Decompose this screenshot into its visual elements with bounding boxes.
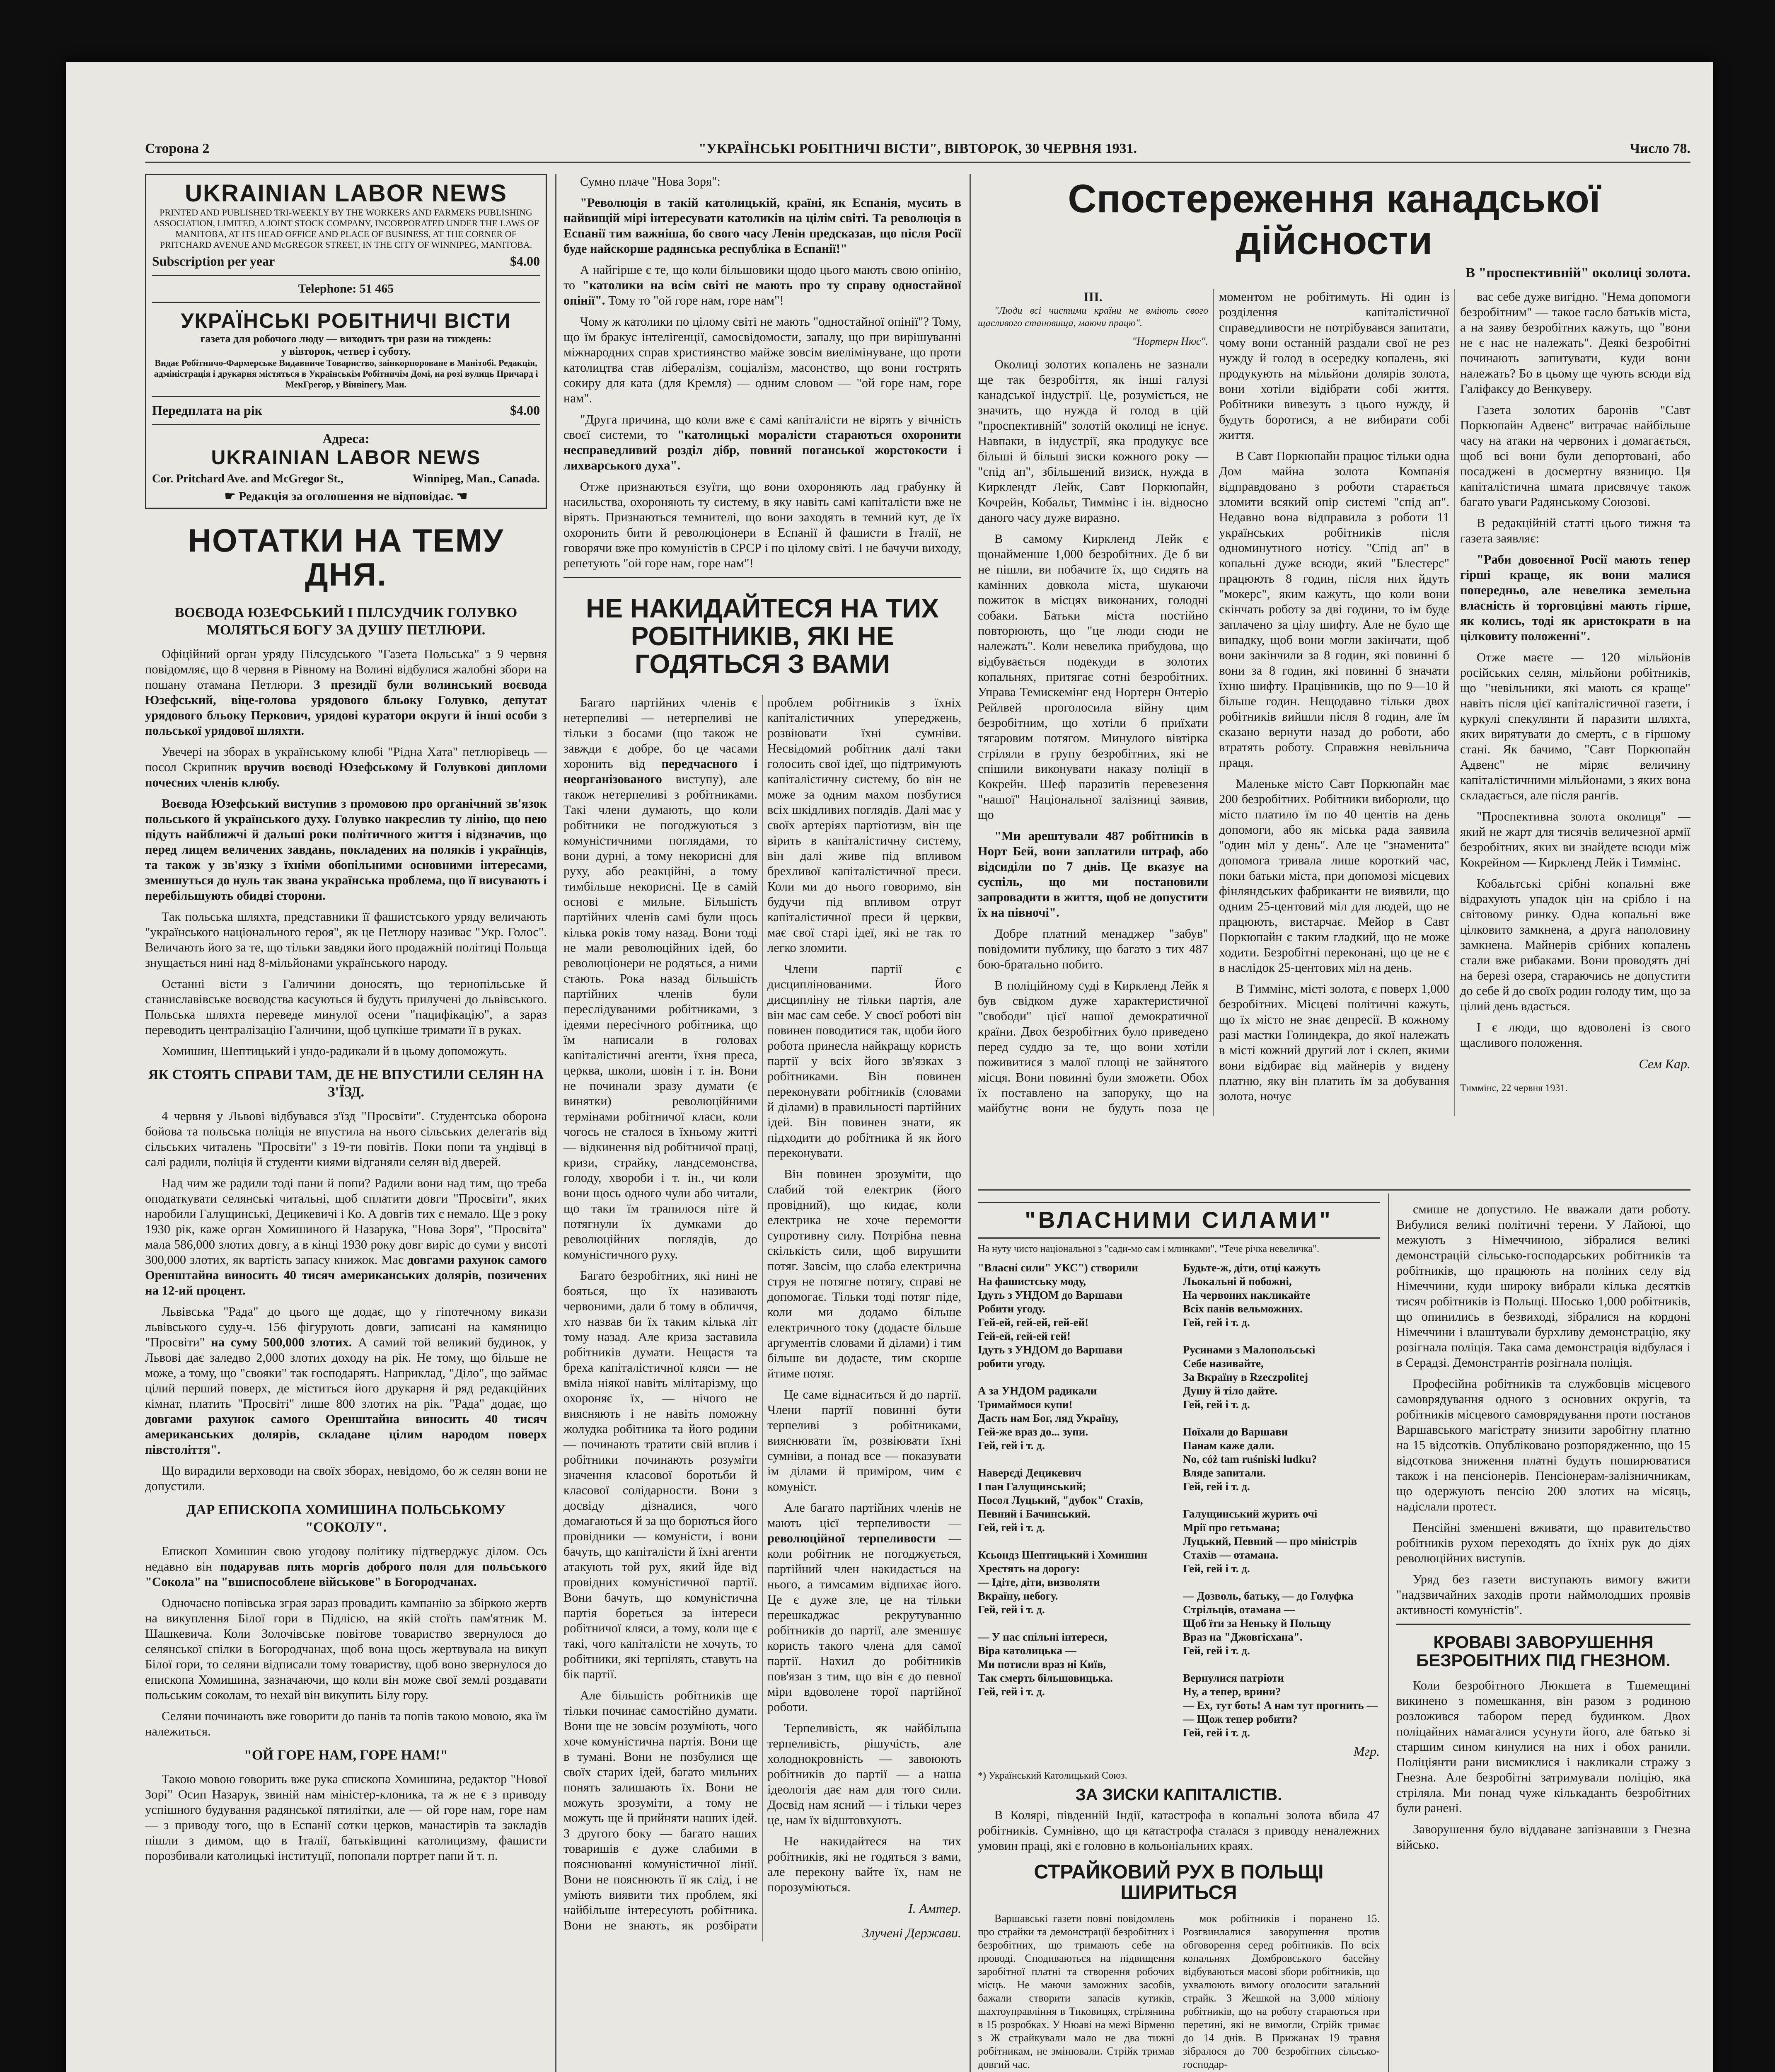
paragraph: Члени партії є дисциплінованими. Його дисципліну не тільки партія, але він має сам себе. У своєї роботі він повинен поводитися так, щоби його робота принесла найкращу користь партії у всіх його зв'язках з робітниками. Він повинен переконувати робітників (словами й ділами) в правильності партійних ідей. Він повинен знати, як підходити до робітника й як його переконувати.: [767, 961, 961, 1160]
paragraph: Варшавські газети повні повідомлень про страйки та демонстрації безробітних і безробітних, що тримають себе на проводі. Сподиваються на підвищення заробітної платні та створення робочих місць. Не маючи заможних засобів, бажали створити запасів кутиків, шахтоуправління в Тиковицях, стрілянина в 15 розробках. У Нюаві на межі Вірменю з Ж страйкували мало не два тижні робітникам, не змінювали. Стрійк тримав довгий час.: [978, 1912, 1175, 2070]
paragraph: Останні вісти з Галичини доносять, що тернопільське й станиславівське воєводства касуються й будуть прилучені до львівського. Польська шляхта переведе минулої осени "пацифікацію", а зараз переводить централізацію Галичини, щоб цупкіше тримати її в руках.: [145, 976, 547, 1037]
running-head: [145, 141, 1690, 162]
masthead-publisher-en: PRINTED AND PUBLISHED TRI-WEEKLY BY THE WORKERS AND FARMERS PUBLISHING ASSOCIATION, LIMITED, A JOINT STOCK COMPANY, INCORPORATED UNDER THE LAWS OF MANITOBA, AT ITS HEAD OFFICE AND PLACE OF BUSINESS, AT THE CORNER OF PRITCHARD AVENUE AND McGREGOR STREET, IN THE CITY OF WINNIPEG, MANITOBA.: [153, 207, 539, 250]
footnote: *) Український Католицький Союз.: [978, 1770, 1127, 1781]
poem-title: "ВЛАСНИМИ СИЛАМИ": [978, 1202, 1380, 1239]
poem-line: На червоних накликайте: [1183, 1288, 1311, 1301]
paragraph: Так польська шляхта, представники її фашистського уряду величають "українського національного героя", як це Петлюру називає "Укр. Голос". Величають його за те, що тільки завдяки його продажній політиці Польща знущається нині над 8-мільйонами українського народу.: [145, 909, 547, 970]
poem-line: Гей, гей і т. д.: [1183, 1562, 1250, 1575]
paragraph: "Друга причина, що коли вже є самі капіталісти не вірять у вічність своєї системи, то "католицькі моралісти стараються охоронити несправедливий розділ дібр, повний поганської жорстокости і лихварського духа".: [563, 412, 962, 472]
epigraph: "Люди всі чистими країни не вміють свого щасливого становища, маючи працю".: [978, 305, 1208, 329]
divider: [152, 302, 540, 303]
divider: [152, 396, 540, 397]
poem-line: Гей-ей, гей-ей, гей-ей!: [978, 1316, 1089, 1329]
subscription-price: $4.00: [510, 254, 540, 269]
newspaper-page: [66, 62, 1713, 2072]
section-rule: [978, 1189, 1690, 1191]
poem-line: Душу й тіло дайте.: [1183, 1384, 1278, 1397]
poem-line: Ми потисли враз ні Київ,: [978, 1658, 1106, 1670]
poem-line: Щоб їти за Неньку й Польщу: [1183, 1617, 1331, 1629]
address-line: [152, 472, 540, 486]
column-rule: [555, 174, 556, 2072]
poem-line: Панам каже дали.: [1183, 1439, 1274, 1452]
poem-line: Всіх панів вельможних.: [1183, 1302, 1303, 1315]
poem-line: Стрільців, отамана —: [1183, 1603, 1295, 1616]
column-2: [563, 174, 961, 2072]
poem-line: Вляде запитали.: [1183, 1466, 1266, 1479]
poem-line: "Власні сили" УКС") створили: [978, 1261, 1138, 1274]
masthead-desc-1: газета для робочого люду — виходить три рази на тиждень:: [200, 333, 492, 345]
paragraph: вас себе дуже вигідно. "Нема допомоги безробітним" — такое гасло батьків міста, а на заяву безробітних кажуть, що "вони не є нас не належать". Деякі безробітні починають запитувати, куди вони належать? Бо в цьому ще чують всюди від Галіфаксу до Венкуверу.: [1460, 289, 1690, 396]
paragraph: Селяни починають вже говорити до панів та попів такою мовою, яка їм належиться.: [145, 1709, 547, 1738]
poem-line: Гей, гей і т. д.: [978, 1685, 1045, 1698]
poem-line: Будьте-ж, діти, отці кажуть: [1183, 1261, 1321, 1274]
poem-left-column: [978, 1261, 1175, 1740]
poem-line: Посол Луцький, "дубок" Стахів,: [978, 1493, 1143, 1506]
poem-line: Наверєді Децикевич: [978, 1466, 1081, 1479]
paragraph: Чому ж католики по цілому світі не мають "одностайної опінії"? Тому, що їм бракує інтелігенції, самосвідомости, запалу, що при вирішуванні міжнародних справ християнство майже зовсім виелімінуване, що проти католицтва став лібералізм, соціалізм, масонство, що вони гострять сокиру для ката (для Кремля) — одним словом — "ой горе нам, горе нам".: [563, 315, 961, 405]
column-4: [1396, 1202, 1690, 2072]
poem-line: Гей, гей і т. д.: [1183, 1644, 1250, 1657]
paragraph: Отже признаються єзуїти, що вони охороняють лад грабунку й насильства, охороняють ту систему, в яку навіть самі капіталісти вже не вірять. Признаються темнителі, що вони заходять в темний кут, де їх охоронить бити й революціонери в Еспанії й фашисти в Італії, не говорячи вже про комуністів в СРСР і по цілому світі. І не бачучи виходу, репетують "ой горе нам, горе нам"!: [563, 479, 961, 570]
paragraph: В Колярі, південній Індії, катастрофа в копальні золота вбила 47 робітників. Сумнівно, що ця катастрофа сталася з приводу неналежних умовин праці, які є головно в кольоніальних краях.: [978, 1808, 1380, 1853]
article-title: ВОЄВОДА ЮЗЕФСЬКИЙ І ПІЛСУДЧИК ГОЛУВКО МОЛЯТЬСЯ БОГУ ЗА ДУШУ ПЕТЛЮРИ.: [174, 605, 518, 638]
poem-line: На фашистську моду,: [978, 1275, 1086, 1288]
paragraph: Околиці золотих копалень не зазнали ще так безробіття, як інші галузі канадської індустрії. Це, розуміється, не значить, що нужда й голод в цій "проспективній" золотій околиці не існує. Навпаки, в індустрії, яка продукує все більші й більші зиски кожного року — "спід ап", збільшений визиск, нужда в Кирклендт Лейк, Савт Поркюпайн, Кочрейн, Кобальт, Тиммінс і ін. відносно даного часу дуже виразно.: [978, 357, 1208, 525]
paragraph: 4 червня у Львові відбувався з'їзд "Просвіти". Студентська оборона бойова та польська поліція не впустила на нього сільських делегатів від сільських читалень "Просвіти" з 19-ти повітів. Поки попи та ундівці в салі радили, поліція й студенти киями відганяли селян від дверей.: [145, 1109, 547, 1169]
epigraph-source: "Нортерн Нюс".: [1132, 335, 1208, 347]
poem-line: [978, 1535, 1175, 1548]
poem-line: Гей, гей і т. д.: [1183, 1480, 1250, 1493]
bottom-articles: [978, 1782, 1380, 2072]
paragraph: Але більшість робітників ще тільки починає самостійно думати. Вони ще не зовсім розуміють, чого хоче комуністична партія. Вони ще в тумані. Вони не позбулися ще своїх старих ідей, багато мильних понять залишають їх. Вони не можуть зрозуміти, а тому не можуть ще й прийняти наших ідей. З другого боку — багато наших товаришів є дуже слабими в пояснюванні комуністичної лінії. Вони не пояснюють її як слід, і не уміють виявити тих проблем, які найбільше інтересують робітника. Вони не знають, як розбірати проблем робітників з їхніх капіталістичних упереджень, розвіювати їхні сумніви. Несвідомий робітник далі таки голосить свої ідеї, що підтримують капіталістичну систему, бо він не може за одним махом позбутися всіх шкідливих поглядів. Далі має у своїх артеріях партіотизм, він ще вірить в капіталістичну систему, він далі живе під впливом брехливої капіталістичної преси. Коли ми до нього говоримо, він будучи під впливом отрут капіталістичної преси й церкви, має свої старі ідеї, які не так то легко зломити.: [563, 695, 961, 1932]
poem-line: Стахів — отамана.: [1183, 1548, 1279, 1561]
paragraph: Але багато партійних членів не мають цієї терпеливости — революційної терпеливости — коли робітник не погоджується, партійний член накидається на нього, а тимсамим відпихає його. Це є дуже зле, це на тільки перешкаджає рекрутуванню робітників до партії, але зменшує користь такого члена для самої партії. Нахил до робітників пов'язан з тим, що він є до певної міри вдоволене торої партійної роботи.: [767, 1500, 961, 1714]
poem-line: — Дозволь, батьку, — до Голуфка: [1183, 1589, 1354, 1602]
paragraph: Це саме віднаситься й до партії. Члени партії повинні бути терпеливі з робітниками, вияснювати їм, розвіювати їхні сумніви, а понад все — показувати ім ділами й приміром, чим є комуніст.: [767, 1387, 961, 1493]
paragraph: Отже маєте — 120 мільйонів російських селян, мільйони робітників, що "невільники, які мають ся краще" навіть після цієї капіталістичної газети, і куркулі спекулянти й паразити шляхта, яких вирятувати до смерть, є в гіршому стані. Як бачимо, "Савт Поркюпайн Адвенс" не міряє величину капіталістичними мільйонами, з яких вона складається, але після рангів.: [1460, 650, 1690, 802]
poem-line: Так смерть більшовицька.: [978, 1671, 1113, 1684]
poem-line: Дасть нам Бог, ляд Україну,: [978, 1411, 1119, 1424]
poem-line: [978, 1370, 1175, 1384]
poem-line: Льокальні й побожні,: [1183, 1275, 1292, 1288]
article-title: "ОЙ ГОРЕ НАМ, ГОРЕ НАМ!": [244, 1747, 448, 1763]
poem-line: [978, 1452, 1175, 1466]
signature: Злучені Держави.: [862, 1925, 961, 1940]
address-street: Cor. Pritchard Ave. and McGregor St.,: [152, 472, 343, 485]
paragraph: Увечері на зборах в українському клюбі "Рідна Хата" петлюрівець — посол Скрипник вручив воєводі Юзефському й Голувкові дипломи почесних членів клюбу.: [145, 744, 547, 789]
paragraph: В поліційному суді в Киркленд Лейк я був свідком дуже характеристичної "свободи" цієї нашої демократичної країни. Двох безробітних було приведено перед суддю за те, що вони хотіли поживитися з малої площі не зайнятого місця. Вони повинні були зможети. Обох їх поставлено на запоруку, що на майбутнє вони не будуть поза це моментом не робітимуть. Ні один із розділення капіталістичної справедливости не потрібувався запитати, чому вони останній раздали свої не рез нужду й голод в осередку копалень, які продукують на мільйони долярів золота, вони хотіли відібрати собі життя. Робітники вивезуть з цього нужду, й будуть боротися, а не вибирати собі життя.: [978, 289, 1449, 1115]
paragraph: смише не допустило. Не вважали дати роботу. Вибулися великі політичні терени. У Лайоюі, що межують з Німеччиною, зібралися великі демонстрацій сільсько-господарських робітників та робітників, що працюють на поліних селу від Німеччини, куди широку вибрали кілька десятків тисяч робітників із Польщі. Шосько 1,000 робітників, що опинились в безвиході, зібралися на кордоні Німеччини і влаштували бурхливу демонстрацію, яку розігнала поліція. Така сама демонстрація відбулася і в Серадзі. Демонстрантів розігнала поліція.: [1396, 1202, 1690, 1370]
poem-line: Певний і Бачинський.: [978, 1507, 1091, 1520]
poem-line: — Ех, тут боть! А нам тут прогнить —: [1183, 1699, 1378, 1711]
telephone: Telephone: 51 465: [298, 282, 394, 295]
poem-line: Гей, гей і т. д.: [978, 1603, 1045, 1616]
strike-article: [978, 1912, 1380, 2072]
paragraph: В редакційній статті цього тижня та газета заявляє:: [1460, 516, 1690, 545]
poem-columns: [978, 1261, 1380, 1740]
paragraph: Професійна робітників та службовців місцевого самоврядування одного з основних округів, та робітників місцевого самоврядування проти постанов Варшавського магістрату знизити заробітну платню на 15 відсотків. Опубліковано розпорядженню, що 15 відсоткова зниження платні будуть поширюватися також і на пенсіонерів. Пенсіонерам-залізничникам, що одержують пенсію 200 злотих на місяць, надіслали протест.: [1396, 1377, 1690, 1513]
paragraph: І є люди, що вдоволені із свого щасливого положення.: [1460, 1020, 1690, 1050]
poem-intro: На нуту чисто національної з "сади-мо сам і млинками", "Тече річка невеличка".: [978, 1243, 1320, 1254]
subscription-line: [152, 254, 540, 269]
paragraph: Не накидайтеся на тих робітників, які не годяться з вами, але перекону вайте їх, нам не порозуміються.: [767, 1834, 961, 1894]
ua-subscription-label: Передплата на рік: [152, 403, 263, 418]
two-column-article: [563, 695, 961, 1941]
column-1: [145, 174, 547, 2072]
poem-line: [1183, 1411, 1380, 1425]
poem-line: Враз на "Джовгісхана".: [1183, 1630, 1303, 1643]
poem-line: Гей, гей і т. д.: [1183, 1726, 1250, 1739]
masthead-english-title: UKRAINIAN LABOR NEWS: [185, 180, 507, 207]
paragraph: Епископ Хомишин свою угодову політику підтверджує ділом. Ось недавно він подарував пять моргів доброго поля для польського "Сокола" на "вшиспособлене військове" в Богородчанах.: [145, 1544, 547, 1589]
issue-number: Число 78.: [1630, 141, 1690, 156]
poem-line: [1183, 1658, 1380, 1671]
quote: "Раби довоєнної Росії мають тепер гірші краще, як вони малися попередньо, але невелика земельна власність й торговцівні мають гірше, як колись, тоді як аристократи в на цілковиту положенні".: [1460, 552, 1690, 643]
poem-line: Мрії про гетьмана;: [1183, 1521, 1280, 1534]
signature: Мгр.: [1353, 1743, 1380, 1759]
paragraph: мок робітників і поранено 15. Розгвинлалися заворушення против обговорення серед робітників. По всіх копальнях Домбровського басейну відбуваються масові збори робітників, що ухвалюють вимогу оголосити загальний страйк. З Жешкой на 3,000 міліону робітників, що на роботу стараються при перетині, які не вимогли, Стрійк тримає до 14 днів. В Прижанах 19 травня зібралося до 700 безробітних сільсько-господар-: [1183, 1912, 1380, 2070]
column-3: [978, 174, 1690, 1189]
paragraph: Кобальтські срібні копальні вже відрахують упадок цін на срібло і на світовому ринку. Одна копальні вже цілковито замкнена, а друга наполовину замкнена. Майнерів срібних копалень стали вже рибаками. Вони проводять дні на березі озера, стараючись не допустити до себе й до своїх родин голоду тим, що за цілий день вдасться.: [1460, 876, 1690, 1013]
quote: "Ми арештували 487 робітників в Норт Бей, вони заплатили штраф, або відсиділи по 7 днів. Це вказує на суспіль, що ми постановили запровадити в життя, щоб не допустити їх на півночі".: [978, 828, 1208, 920]
article-title: ЯК СТОЯТЬ СПРАВИ ТАМ, ДЕ НЕ ВПУСТИЛИ СЕЛЯН НА З'ЇЗД.: [148, 1067, 544, 1100]
masthead: [145, 174, 547, 509]
divider: [1396, 1624, 1690, 1625]
ua-subscription-price: $4.00: [510, 403, 540, 418]
poem-block: [978, 1202, 1380, 1781]
feature-subtitle: В "проспективній" околиці золота.: [1465, 265, 1690, 281]
divider: [152, 275, 540, 276]
paragraph: Газета золотих баронів "Савт Поркюпайн Адвенс" витрачає найбільше часу на атаки на червоних і домагається, щоб всі вони були депортовані, або посаджені в досмертну вязницю. Ця капіталістична шмата присвячує також багато уваги Радянському Союзові.: [1460, 402, 1690, 509]
poem-line: Ідуть з УНДОМ до Варшави: [978, 1288, 1123, 1301]
paragraph: Уряд без газети виступають вимогу вжити "надзвичайних заходів проти наймолодших проявів активності комуністів".: [1396, 1572, 1690, 1617]
paragraph: Одночасно попівська зграя зараз провадить кампанію за збіркою жертв на викуплення Білої гори в Підлісю, на якій стоїть пам'ятник М. Шашкевича. Коли Золочівське повітове товариство звернулося до селянської спілки в Богородчанах, щоб вона щось жертвувала на викуп Білої гори, то селяни відписали тому товариству, щоб воно звернулося до епископа Хомишина, зазначаючи, що коли він може свої землі роздавати польським соколам, то нехай він викупить Білу гору.: [145, 1595, 547, 1702]
column-rule: [970, 174, 971, 2072]
poem-line: [978, 1617, 1175, 1630]
paragraph: "Проспективна золота околиця" — який не жарт для тисячів величезної армії безробітних, яких ви знайдете всюди між Кокрейном — Киркленд Лейк і Тиммінс.: [1460, 809, 1690, 869]
paragraph: Воєвода Юзефський виступив з промовою про органічний зв'язок польського й українського духу. Голувко накреслив ту лінію, що нею підуть найближчі й дальші роки політичного життя і відзначив, що перед лицем величених завдань, покладених на поляків і українців, та також у зв'язку з їхніми обопільними основними інтересами, зменшуться до нуль так звана українська проблема, що її висувають і перебільшують обидві сторони.: [145, 796, 547, 903]
poem-line: Хрестять на дорогу:: [978, 1562, 1080, 1575]
masthead-publisher-ua: Видає Робітничо-Фармерське Видавниче Товариство, заінкорпороване в Манітобі. Редакція, адміністрація і друкарня містяться в Українськім Робітничім Домі, на розі вулиць Причард і МекГрегор, у Вінніпегу, Ман.: [154, 358, 538, 390]
poem-line: Гей-ей, гей-ей гей!: [978, 1329, 1071, 1342]
poem-line: Ну, а тепер, врини?: [1183, 1685, 1281, 1698]
masthead-ukrainian-title: УКРАЇНСЬКІ РОБІТНИЧІ ВІСТИ: [181, 309, 511, 332]
paragraph: Багато партійних членів є нетерпеливі — нетерпеливі не тільки з босами (що також не завжди є добре, бо це часами хоронить від передчасного і неорганізованого виступу), але також нетерпеливі з робітниками. Такі члени думають, що коли робітники не погоджуються з комуністичними поглядами, то вони дурні, а тому некорисні для руху, або реакційні, а тому тимбільше некорисні. Це в самій основі є мильне. Більшість партійних членів самі були щось кілька років тому назад. Вони тоді не мали революційних ідей, бо революціонери не родяться, а ними стають. Рока назад більшість партійних членів були переслідуваними робітниками, з ідеями пересічного робітника, що їм написали в головах капіталістичні агенти, їхня преса, церква, школи, шовін і т. ін. Вони не починали зразу думати (є винятки) революційними термінами робітничої класи, коли чогось не сталося в їхньому житті — відкинення від робітничої праці, кризи, страйку, ландсемонства, голоду, хвороби і т. ін., чи коли вони щось одного чули або читали, що таки їм трапилося піте й потягнули їх думками до революційних поглядів, до комуністичного руху.: [563, 695, 758, 1261]
poem-line: Галущинський журить очі: [1183, 1507, 1318, 1520]
paragraph: В Тиммінс, місті золота, є поверх 1,000 безробітних. Місцеві політичні кажуть, що їх місто не знає депресії. В кожному разі мастки Голиндекра, до якої належать в місті кожний другий лот і склеп, якими вони відбирає від майнерів у видену платню, яку він платить їм за добування золота, ночує: [1219, 981, 1449, 1103]
column-rule: [1388, 1193, 1389, 2072]
ad-disclaimer: ☛ Редакція за оголошення не відповідає. ☚: [224, 489, 468, 503]
address-label: Адреса:: [322, 431, 370, 446]
poem-right-column: [1183, 1261, 1380, 1740]
paragraph: Він повинен зрозуміти, що слабий той електрик (його провідний), що кидає, коли електрика не хоче перемогти супротивну силу. Потрібна певна скількість сили, щоб вирушити потяг. Завсім, що слаба електрична струя не потягне потягу, справі не допомогає. Тільки тоді потяг піде, коли ми додамо більше електричного току (додасте більше аргументів словами й ділами) і тим більше ви додасте, тим скорше йтиме потяг.: [767, 1167, 961, 1380]
poem-line: А за УНДОМ радикали: [978, 1384, 1097, 1397]
poem-line: Вкраїну, небогу.: [978, 1589, 1058, 1602]
poem-line: [1183, 1576, 1380, 1589]
subscription-label: Subscription per year: [152, 254, 275, 269]
paragraph: Такою мовою говорить вже рука єпископа Хомишина, редактор "Нової Зорі" Осип Назарук, звиній нам міністер-клоника, та ж не є з приводу успішного будування радянської пятилітки, але — ой горе нам, горе нам — з приводу того, що в Еспанії сотки церков, манастирів та закладів пішли з димом, що в Італії, батьківщині католицизму, фашисти порозбивали католицькі інституції, попопали портрет папи й т. п.: [145, 1772, 547, 1863]
paragraph: Львівська "Рада" до цього ще додає, що у гіпотечному викази львівського суду-ч. 156 фігурують довги, записані на камяницю "Просвіти" на суму 500,000 злотих. А самий той великий будинок, у Львові дає заледво 2,000 злотих доходу на рік. Не тому, що більше не може, а тому, що "свояки" так господарять. Наприклад, "Діло", що займає цілий перший поверх, де міститься його друкарня й ряд редакційних кімнат, платить "Просвіті" лише 800 злотих на рік. "Рада" додає, що довгами рахунок самого Оренштайна виносить 40 тисяч американських долярів, складане цілим народом поверх півстоліття".: [145, 1304, 547, 1457]
header-rule: [145, 162, 1690, 163]
poem-line: Робити угоду.: [978, 1302, 1045, 1315]
paragraph: Над чим же радили тоді пани й попи? Радили вони над тим, що треба оподаткувати селянські читальні, щоб сплатити довги "Просвіти", яких наробили Галущинські, Децикевичі і Ко. А довгів тих є немало. Ще з року 1930 рік, каже орган Хомишиного й Назарука, "Нова Зоря", "Просвіта" мала 586,000 злотих довгу, а в кінці 1930 року довг виріс до суми у висоті 300,000 злотих, як вартість запасу книжок. Має довгами рахунок самого Оренштайна виносить 40 тисяч американських долярів, позичених на 12-ий процент.: [145, 1176, 547, 1297]
poem-line: Гей, гей і т. д.: [978, 1439, 1045, 1452]
poem-line: Вернулися патріоти: [1183, 1671, 1284, 1684]
article-title: ДАР ЕПИСКОПА ХОМИШИНА ПОЛЬСЬКОМУ "СОКОЛУ".: [186, 1502, 506, 1535]
masthead-desc-2: у вівторок, четвер і суботу.: [281, 345, 411, 357]
address-city: Winnipeg, Man., Canada.: [412, 472, 540, 485]
paragraph: Сумно плаче "Нова Зоря":: [580, 174, 721, 189]
signature: Сем Кар.: [1639, 1056, 1690, 1071]
paragraph: Маленьке місто Савт Поркюпайн має 200 безробітних. Робітники виборюли, що місто платило їм по 40 центів на день допомоги, або як міська рада заявила "один міл у день". Але це "знаменита" допомога тривала лише короткий час, поки батьки міста, при допомозі місцевих фінляндських фабриканти не виявили, що одним 25-центовий міл для людей, що не працюють, вистарчає. Мейор в Савт Поркюпайн є таким гладкий, що не може ходити. Безробітні переконані, що це не є в наслідок 25-центових міл на день.: [1219, 776, 1449, 975]
divider: [563, 577, 961, 578]
paragraph: Хомишин, Шептицький і ундо-радикали й в цьому допоможуть.: [162, 1043, 507, 1058]
big-headline: НЕ НАКИДАЙТЕСЯ НА ТИХ РОБІТНИКІВ, ЯКІ НЕ ГОДЯТЬСЯ З ВАМИ: [586, 593, 939, 679]
divider: [152, 424, 540, 425]
poem-line: Тримаймося купи!: [978, 1398, 1073, 1411]
poem-line: [1183, 1329, 1380, 1343]
poem-line: За Вкраїну в Rzeczpolitej: [1183, 1370, 1308, 1383]
paragraph: Заворушення було віддаване запізнавши з Гнезна військо.: [1396, 1822, 1690, 1852]
poem-line: Гей-же враз до... зупи.: [978, 1425, 1088, 1438]
poem-line: Віра католицька —: [978, 1644, 1076, 1657]
poem-line: робити угоду.: [978, 1357, 1045, 1370]
dateline: Тиммінс, 22 червня 1931.: [1460, 1082, 1568, 1094]
page-label: Сторона 2: [145, 141, 210, 156]
poem-line: [1183, 1493, 1380, 1507]
poem-line: — Ідіте, діти, визволяти: [978, 1576, 1100, 1588]
section-heading: НОТАТКИ НА ТЕМУ ДНЯ.: [188, 522, 504, 593]
poem-line: Себе називайте,: [1183, 1357, 1264, 1370]
newspaper-date-line: "УКРАЇНСЬКІ РОБІТНИЧІ ВІСТИ", ВІВТОРОК, 30 ЧЕРВНЯ 1931.: [698, 141, 1137, 156]
paragraph: В самому Киркленд Лейк є щонайменше 1,000 безробітних. Де б ви не пішли, ви побачите їх, що сидять на камінних довкола міста, шукаючи пожиток в місцях виконаних, голодні собаки. Батьки міста постійно повторюють, що "це люди сюди не належать". Коли невелика прибудова, що відбувається подекуди в золотих копальнях, притягає сотні безробітних. Управа Темискемінг енд Нортерн Онтеріо Рейлвей проголосила війну цим безробітним, що хотіли б приїхати тягаровим потягом. Минулого вівтірка стріляли в групу безробітних, які не спішили виконувати наказу поліції в Кокрейн. Шеф паразитів перевезення "нашої" Національної залізниці заявив, що: [978, 531, 1208, 822]
paragraph: Що вирадили верховоди на своїх зборах, невідомо, бо ж селян вони не допустили.: [145, 1463, 547, 1493]
paragraph: Багато безробітних, які нині не бояться, що їх називають червоними, дали б тому в обличчя, хто назвав би їх таким кілька літ тому назад. Але криза заставила робітників думати. Нещастя та бреха капіталістичної кляси — не вміла ніякої навіть мілітарізму, що охороняє їх, — нічого не виясняють і не навіть поможну жолудка робітника та його родини — починають тратити свій вплив і робітники починають розуміти значення класової боротьби й класової солідарности. Вони з досвіду дізналися, чого домагаються й за що борються його провідники — комуністи, і вони бачуть, що капіталісти й їхні агенти атакують той рух, який йде від провідних комуністичної партії. Вони бачуть, що комуністична партія бореться за інтереси робітничої кляси, а тому, коли ще є такі, чого капіталісти не хочуть, то робітники, які терпілять, ставуть на бік партії.: [563, 1268, 757, 1681]
poem-line: Гей, гей і т. д.: [1183, 1316, 1250, 1329]
article-title: КРОВАВІ ЗАВОРУШЕННЯ БЕЗРОБІТНИХ ПІД ГНЕЗНОМ.: [1416, 1632, 1671, 1670]
paragraph: А найгірше є те, що коли більшовики щодо цього мають свою опінію, то "католики на всім світі не мають про ту справу одностайної опінії". Тому то "ой горе нам, горе нам"!: [563, 263, 961, 307]
feature-title: Спостереження канадської дійсности: [1068, 177, 1601, 263]
three-column-feature: [978, 289, 1690, 1116]
poem-line: No, cóż tam ruśniski ludku?: [1183, 1452, 1317, 1465]
section-number: III.: [1083, 289, 1103, 304]
poem-line: Русинами з Малопольські: [1183, 1343, 1316, 1356]
poem-line: — У нас спільні інтереси,: [978, 1630, 1108, 1643]
poem-line: Гей, гей і т. д.: [1183, 1398, 1250, 1411]
paragraph: Коли безробітного Люкшета в Тшемещині викинено з помешкання, він разом з родиною розложився табором перед будинком. Двох поліцайних намагалися усунути його, але батько зі старшим сином кинулися на них і обох ранили. Поліціянти рани висмиклися і накликали стражу з Гнезна. Але безробітні затримували поліцію, яка стріляла. Ми понад чуже кількаданть безробітних були ранені.: [1396, 1678, 1690, 1815]
ua-subscription-line: [152, 403, 540, 418]
pointing-hand-icon: ☚: [453, 489, 468, 503]
pointing-hand-icon: ☛: [224, 489, 239, 503]
poem-line: І пан Галущинський;: [978, 1480, 1086, 1493]
article-title: ЗА ЗИСКИ КАПІТАЛІСТІВ.: [1075, 1786, 1282, 1804]
poem-line: Ксьондз Шептицький і Хомишин: [978, 1548, 1147, 1561]
poem-line: Гей, гей і т. д.: [978, 1521, 1045, 1534]
paragraph: В Савт Поркюпайн працює тільки одна Дом майна золота Компанія відправдовано з роботи старається зломити всякий опір системі "спід ап". Недавно вона відправила з роботи 11 українських робітників після одноминутного нотісу. "Спід ап" в копальні дуже всюди, який "Блестерс" працюють 8 годин, після них йдуть "мокерс", яким кажуть, що коли вони скінчать роботу за дві години, то ім буде заплачено за цілу шифту. Але не було ще випадку, щоб вони могли закінчати, щоб вони закінчили за 8 годин, які повинні б вони за 8 годин, які повинні б значати їхню шифту. Працівників, що по 9—10 й більше годин. Нещодавно тільки двох робітників вийшли після 8 годин, але їм сказано вернути назад до роботи, або втратять роботу. Справжня невільнича праця.: [1219, 448, 1449, 770]
paragraph: Терпеливість, як найбільша терпеливість, рішучість, але холоднокровність — завоюють робітників до партії — а наша ідеологія дає нам для того сили. Досвід нам ясний — і тільки через це, нам їх відштовхують.: [767, 1721, 961, 1827]
poem-line: Поїхали до Варшави: [1183, 1425, 1288, 1438]
poem-line: Луцький, Певний — про міністрів: [1183, 1535, 1357, 1547]
address-name: UKRAINIAN LABOR NEWS: [211, 447, 481, 469]
paragraph: Добре платний менаджер "забув" повідомити публику, що багато з тих 487 бою-братально побито.: [978, 926, 1208, 971]
paragraph: Офіційний орган уряду Пілсудського "Газета Польська" з 9 червня повідомляє, що 8 червня в Рівному на Волині відбулися жалобні збори на пошану отамана Петлюри. З президії були волинський воєвода Юзефський, віце-голова урядового бльоку Голувко, депутат урядового бльоку Перкович, урядові куратори округи й інші особи з польської урядової шляхти.: [145, 646, 547, 738]
poem-line: Ідуть з УНДОМ до Варшави: [978, 1343, 1123, 1356]
quote: "Революція в такій католицькій, країні, як Еспанія, мусить в найвищій мірі інтересувати католиків на цілім світі. Та революція в Еспанії тим важніша, бо свого часу Ленін предсказав, що після Росії буде найскорше радянська республіка в Еспанії!": [563, 196, 961, 256]
signature: І. Амтер.: [908, 1900, 961, 1916]
paragraph: Пенсійні зменшені вживати, що правительство робітників рухом переходять до їхніх рук до діях революційних виступів.: [1396, 1520, 1690, 1565]
article-title: СТРАЙКОВИЙ РУХ В ПОЛЬЩІ ШИРИТЬСЯ: [1034, 1861, 1324, 1904]
poem-line: — Щож тепер робити?: [1183, 1712, 1298, 1725]
